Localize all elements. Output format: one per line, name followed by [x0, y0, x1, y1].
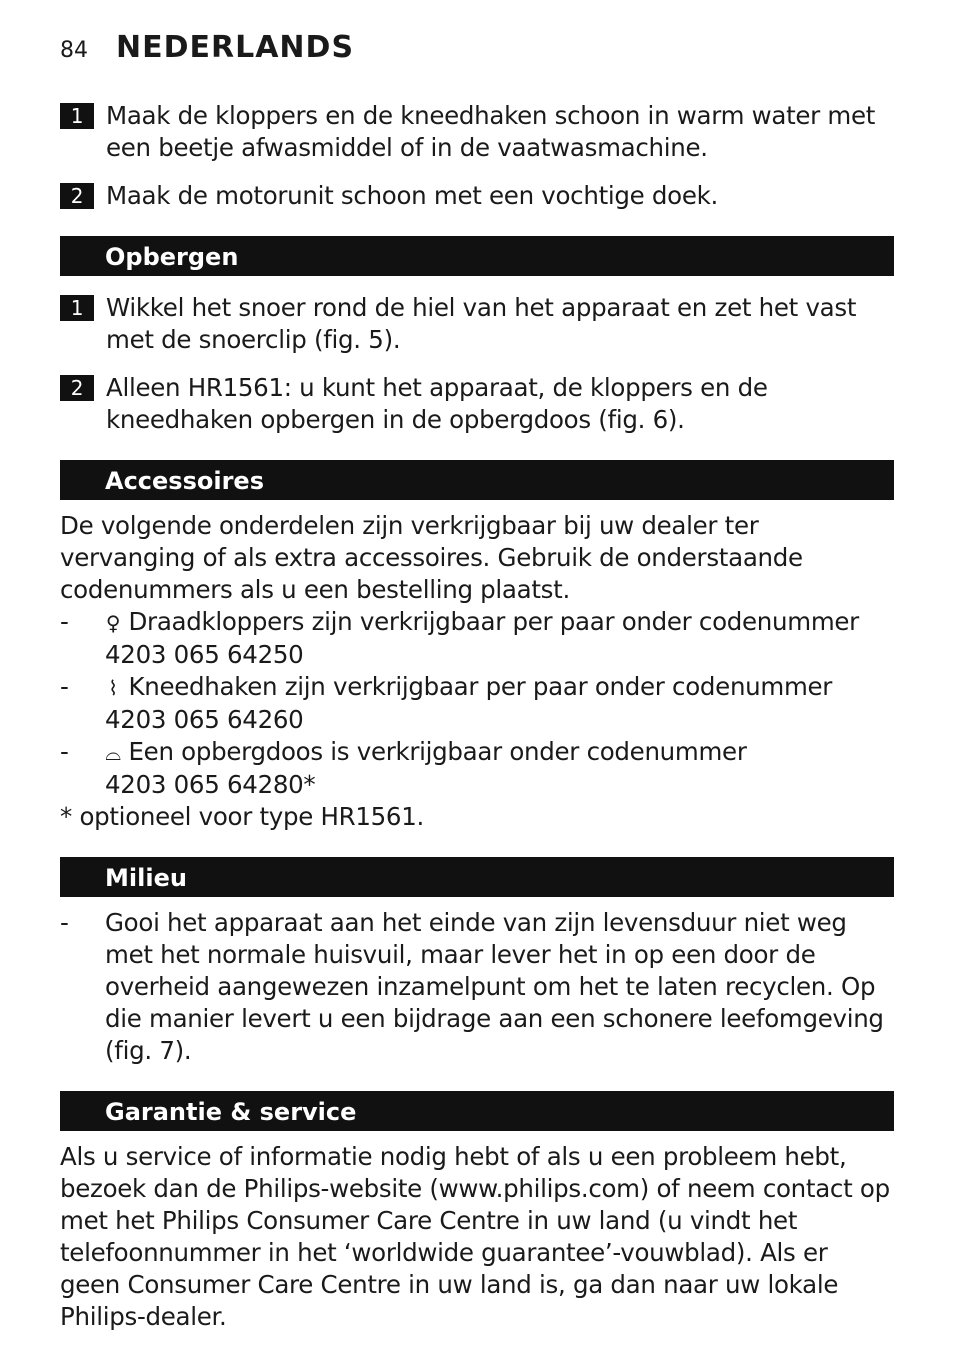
- cleaning-step-1: [60, 100, 894, 164]
- whisk-icon: ♀: [105, 611, 121, 635]
- accessory-text: Kneedhaken zijn verkrijgbaar per paar onder codenummer: [121, 672, 833, 701]
- step-number-badge: 1: [60, 103, 94, 129]
- step-number-badge: 2: [60, 183, 94, 209]
- step-number-badge: 2: [60, 375, 94, 401]
- storage-box-icon: ⌓: [105, 741, 121, 765]
- bullet-dash: -: [60, 737, 69, 766]
- manual-page: [60, 30, 894, 1333]
- accessories-intro: De volgende onderdelen zijn verkrijgbaar bij uw dealer ter vervanging of als extra accessoires. Gebruik de onderstaande codenummers als u een bestelling plaatst.: [60, 511, 803, 604]
- accessory-code: 4203 065 64260: [105, 705, 304, 734]
- storage-step-2: [60, 372, 894, 436]
- step-text: Maak de motorunit schoon met een vochtige doek.: [106, 181, 718, 210]
- bullet-dash: -: [60, 607, 69, 636]
- accessory-item-storage-box: [60, 736, 894, 801]
- warranty-text: Als u service of informatie nodig hebt of als u een probleem hebt, bezoek dan de Philips-website (www.philips.com) of neem contact op met het Philips Consumer Care Centre in uw land (u vindt het telefoonnummer in het ‘worldwide guarantee’-vouwblad). Als er geen Consumer Care Centre in uw land is, ga dan naar uw lokale Philips-dealer.: [60, 1142, 890, 1331]
- accessory-text: Draadkloppers zijn verkrijgbaar per paar onder codenummer: [121, 607, 859, 636]
- page-header: [60, 30, 894, 80]
- section-heading-storage: Opbergen: [60, 236, 894, 276]
- cleaning-step-2: [60, 180, 894, 212]
- section-heading-accessories: Accessoires: [60, 460, 894, 500]
- step-text: Wikkel het snoer rond de hiel van het apparaat en zet het vast met de snoerclip (fig. 5).: [106, 293, 857, 354]
- bullet-dash: -: [60, 908, 69, 937]
- accessory-code: 4203 065 64280*: [105, 770, 316, 799]
- step-number-badge: 1: [60, 295, 94, 321]
- language-heading: NEDERLANDS: [116, 30, 355, 65]
- accessory-item-whisks: [60, 606, 894, 671]
- page-number: 84: [60, 38, 88, 63]
- accessory-item-dough-hooks: [60, 671, 894, 736]
- section-heading-warranty: Garantie & service: [60, 1091, 894, 1131]
- step-text: Maak de kloppers en de kneedhaken schoon in warm water met een beetje afwasmiddel of in de vaatwasmachine.: [106, 101, 876, 162]
- environment-item: [60, 907, 894, 1067]
- storage-step-1: [60, 292, 894, 356]
- accessories-footnote: * optioneel voor type HR1561.: [60, 802, 424, 831]
- environment-text: Gooi het apparaat aan het einde van zijn levensduur niet weg met het normale huisvuil, maar lever het in op een door de overheid aangewezen inzamelpunt om het te laten recyclen. Op die manier levert u een bijdrage aan een schonere leefomgeving (fig. 7).: [105, 908, 884, 1065]
- bullet-dash: -: [60, 672, 69, 701]
- step-text: Alleen HR1561: u kunt het apparaat, de kloppers en de kneedhaken opbergen in de opbergdoos (fig. 6).: [106, 373, 768, 434]
- section-heading-environment: Milieu: [60, 857, 894, 897]
- accessory-text: Een opbergdoos is verkrijgbaar onder codenummer: [121, 737, 747, 766]
- dough-hook-icon: ⌇: [108, 676, 118, 700]
- accessory-code: 4203 065 64250: [105, 640, 304, 669]
